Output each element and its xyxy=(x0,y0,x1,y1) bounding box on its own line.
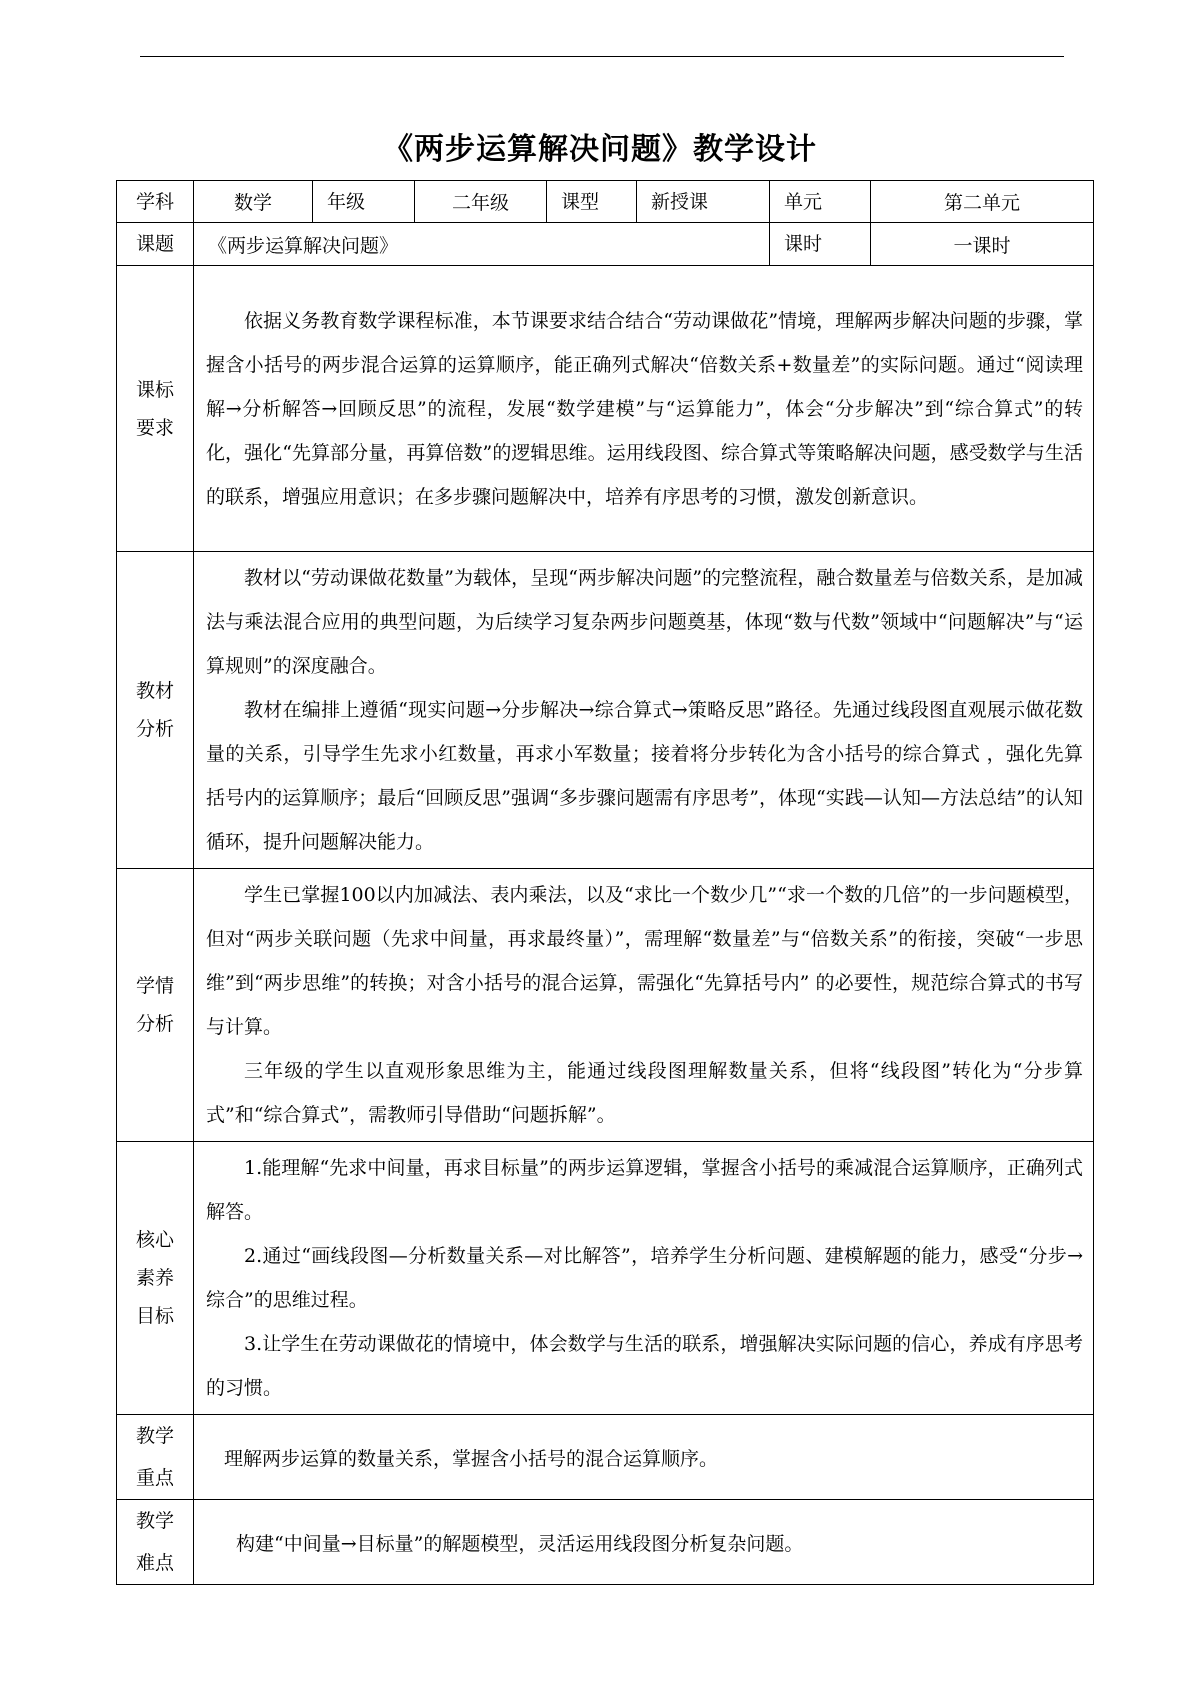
section-body xyxy=(194,1142,1094,1415)
label-line: 学情 xyxy=(135,975,174,997)
section-label xyxy=(117,1500,194,1585)
document-title: 《两步运算解决问题》教学设计 xyxy=(383,132,817,167)
label-line: 教学 xyxy=(135,1425,174,1447)
label-line: 难点 xyxy=(135,1552,174,1574)
section-core-goals xyxy=(117,1142,1094,1415)
label-line: 分析 xyxy=(135,1013,174,1035)
section-standards xyxy=(117,266,1094,552)
period-value: 一课时 xyxy=(871,223,1094,266)
paragraph: 依据义务教育数学课程标准，本节课要求结合结合“劳动课做花”情境，理解两步解决问题的步骤，掌握含小括号的两步混合运算的运算顺序，能正确列式解决“倍数关系+数量差”的实际问题。通过“阅读理解→分析解答→回顾反思”的流程，发展“数学建模”与“运算能力”，体会“分步解决”到“综合算式”的转化，强化“先算部分量，再算倍数”的逻辑思维。运用线段图、综合算式等策略解决问题，感受数学与生活的联系，增强应用意识；在多步骤问题解决中，培养有序思考的习惯，激发创新意识。 xyxy=(206,309,1083,508)
lesson-plan-table xyxy=(116,180,1094,1585)
unit-value: 第二单元 xyxy=(871,181,1094,223)
section-student-analysis xyxy=(117,869,1094,1142)
section-label xyxy=(117,1142,194,1415)
type-value: 新授课 xyxy=(637,181,770,223)
type-label: 课型 xyxy=(547,181,637,223)
period-label: 课时 xyxy=(770,223,871,266)
label-line: 教学 xyxy=(135,1510,174,1532)
label-line: 核心 xyxy=(135,1229,174,1251)
label-line: 素养 xyxy=(135,1267,174,1289)
paragraph: 学生已掌握100以内加减法、表内乘法，以及“求比一个数少几”“求一个数的几倍”的一步问题模型，但对“两步关联问题（先求中间量，再求最终量）”，需理解“数量差”与“倍数关系”的衔接，突破“一步思维”到“两步思维”的转换；对含小括号的混合运算，需强化“先算括号内” 的必要性，规范综合算式的书写与计算。 xyxy=(206,884,1083,1038)
paragraph: 2.通过“画线段图—分析数量关系—对比解答”，培养学生分析问题、建模解题的能力，感受“分步→综合”的思维过程。 xyxy=(206,1245,1083,1311)
section-label xyxy=(117,1415,194,1500)
section-body xyxy=(194,1415,1094,1500)
section-body xyxy=(194,266,1094,552)
paragraph: 理解两步运算的数量关系，掌握含小括号的混合运算顺序。 xyxy=(224,1447,719,1470)
label-line: 课标 xyxy=(135,378,174,401)
topic-value: 《两步运算解决问题》 xyxy=(194,223,770,266)
paragraph: 三年级的学生以直观形象思维为主，能通过线段图理解数量关系，但将“线段图”转化为“分步算式”和“综合算式”，需教师引导借助“问题拆解”。 xyxy=(206,1060,1083,1126)
subject-label: 学科 xyxy=(117,181,194,223)
section-key-points xyxy=(117,1415,1094,1500)
paragraph: 1.能理解“先求中间量，再求目标量”的两步运算逻辑，掌握含小括号的乘减混合运算顺序，正确列式解答。 xyxy=(206,1157,1083,1223)
topic-label: 课题 xyxy=(117,223,194,266)
unit-label: 单元 xyxy=(770,181,871,223)
section-body xyxy=(194,869,1094,1142)
grade-label: 年级 xyxy=(313,181,415,223)
info-row-1 xyxy=(117,181,1094,223)
label-line: 分析 xyxy=(135,718,174,740)
subject-value: 数学 xyxy=(194,181,313,223)
section-difficulties xyxy=(117,1500,1094,1585)
header-rule xyxy=(140,56,1064,57)
section-label xyxy=(117,869,194,1142)
paragraph: 教材在编排上遵循“现实问题→分步解决→综合算式→策略反思”路径。先通过线段图直观展示做花数量的关系，引导学生先求小红数量，再求小军数量；接着将分步转化为含小括号的综合算式 ，强化先算括号内的运算顺序；最后“回顾反思”强调“多步骤问题需有序思考”，体现“实践—认知—方法总结”的认知循环，提升问题解决能力。 xyxy=(206,699,1083,853)
label-line: 教材 xyxy=(135,680,174,702)
section-label xyxy=(117,266,194,552)
paragraph: 3.让学生在劳动课做花的情境中，体会数学与生活的联系，增强解决实际问题的信心，养成有序思考的习惯。 xyxy=(206,1333,1083,1399)
grade-value: 二年级 xyxy=(415,181,547,223)
info-row-2 xyxy=(117,223,1094,266)
section-body xyxy=(194,1500,1094,1585)
label-line: 重点 xyxy=(135,1467,174,1489)
paragraph: 构建“中间量→目标量”的解题模型，灵活运用线段图分析复杂问题。 xyxy=(236,1532,804,1555)
section-textbook-analysis xyxy=(117,552,1094,869)
section-label xyxy=(117,552,194,869)
paragraph: 教材以“劳动课做花数量”为载体，呈现“两步解决问题”的完整流程，融合数量差与倍数关系，是加减法与乘法混合应用的典型问题，为后续学习复杂两步问题奠基，体现“数与代数”领域中“问题解决”与“运算规则”的深度融合。 xyxy=(206,567,1083,677)
label-line: 要求 xyxy=(135,416,174,439)
label-line: 目标 xyxy=(135,1305,174,1327)
section-body xyxy=(194,552,1094,869)
